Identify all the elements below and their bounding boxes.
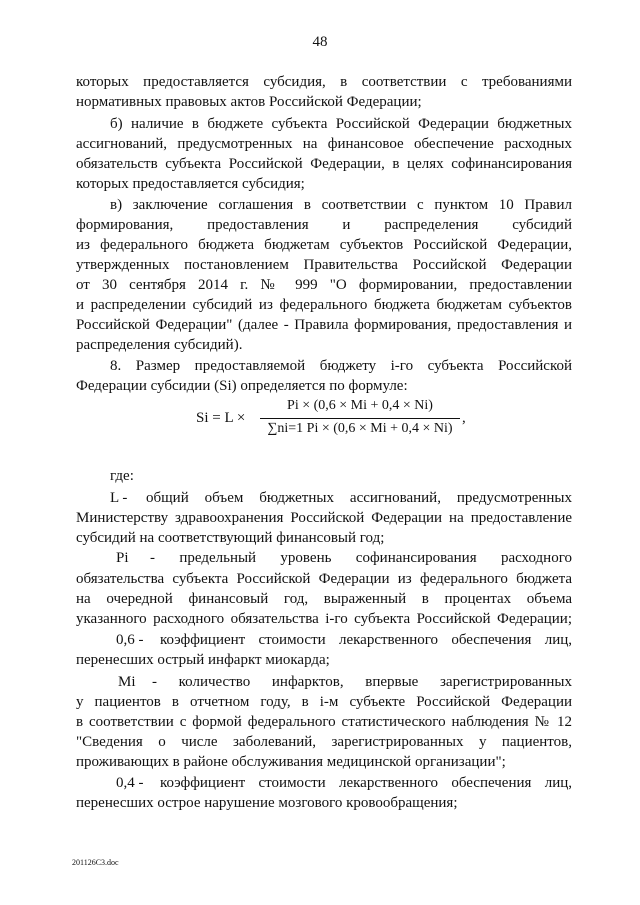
definition-text: - предельный уровень софинансирования расходного: [150, 550, 572, 566]
formula-comma: ,: [462, 410, 466, 426]
text-line: на очередной финансовый год, выраженный в процентах объема: [76, 591, 572, 607]
definition-symbol: Mi: [118, 674, 136, 690]
text-line: ассигнований, предусмотренных на финансовое обеспечение расходных: [76, 136, 572, 152]
where-label: где:: [110, 468, 134, 484]
fraction-bar: [260, 418, 460, 419]
text-line: Министерству здравоохранения Российской Федерации на предоставление: [76, 510, 572, 526]
definition-symbol: 0,4 -: [116, 775, 144, 791]
definition-text: общий объем бюджетных ассигнований, предусмотренных: [146, 490, 572, 506]
file-name-footer: 201126С3.doc: [72, 858, 119, 867]
formula-denominator: ∑ni=1 Pi × (0,6 × Mi + 0,4 × Ni): [267, 421, 453, 436]
text-line: Федерации субсидии (Si) определяется по формуле:: [76, 378, 408, 394]
text-line: перенесших острое нарушение мозгового кровообращения;: [76, 795, 458, 811]
text-line: Российской Федерации" (далее - Правила формирования, предоставления и: [76, 317, 572, 333]
text-line: "Сведения о числе заболеваний, зарегистрированных у пациентов,: [76, 734, 572, 750]
formula-numerator: Pi × (0,6 × Mi + 0,4 × Ni): [287, 398, 433, 413]
text-line: в соответствии с формой федерального статистического наблюдения № 12: [76, 714, 572, 730]
text-line: 8. Размер предоставляемой бюджету i-го субъекта Российской: [110, 358, 572, 374]
text-line: б) наличие в бюджете субъекта Российской Федерации бюджетных: [110, 116, 572, 132]
text-line: в) заключение соглашения в соответствии с пунктом 10 Правил: [110, 197, 572, 213]
formula-lhs: Si = L ×: [196, 410, 246, 426]
text-line: от 30 сентября 2014 г. № 999 "О формировании, предоставлении: [76, 277, 572, 293]
text-line: проживающих в районе обслуживания медицинской организации";: [76, 754, 506, 770]
text-line: и распределении субсидий из федерального бюджета бюджетам субъектов: [76, 297, 572, 313]
definition-text: коэффициент стоимости лекарственного обеспечения лиц,: [160, 632, 572, 648]
page-number: 48: [312, 34, 328, 50]
text-line: которых предоставляется субсидия;: [76, 176, 305, 192]
definition-symbol: L -: [110, 490, 128, 506]
definition-text: коэффициент стоимости лекарственного обеспечения лиц,: [160, 775, 572, 791]
text-line: из федерального бюджета бюджетам субъектов Российской Федерации,: [76, 237, 572, 253]
text-line: формирования, предоставления и распределения субсидий: [76, 217, 572, 233]
text-line: нормативных правовых актов Российской Федерации;: [76, 94, 422, 110]
text-line: перенесших острый инфаркт миокарда;: [76, 652, 330, 668]
text-line: указанного расходного обязательства i-го субъекта Российской Федерации;: [76, 611, 572, 627]
definition-text: - количество инфарктов, впервые зарегистрированных: [152, 674, 572, 690]
text-line: которых предоставляется субсидия, в соответствии с требованиями: [76, 74, 572, 90]
definition-symbol: Pi: [116, 550, 129, 566]
text-line: распределения субсидий).: [76, 337, 243, 353]
text-line: утвержденных постановлением Правительства Российской Федерации: [76, 257, 572, 273]
text-line: обязательств субъекта Российской Федерации, в целях софинансирования: [76, 156, 572, 172]
definition-symbol: 0,6 -: [116, 632, 144, 648]
text-line: субсидий на соответствующий финансовый год;: [76, 530, 385, 546]
formula: [196, 398, 476, 444]
text-line: обязательства субъекта Российской Федерации из федерального бюджета: [76, 571, 572, 587]
text-line: у пациентов в отчетном году, в i-м субъекте Российской Федерации: [76, 694, 572, 710]
